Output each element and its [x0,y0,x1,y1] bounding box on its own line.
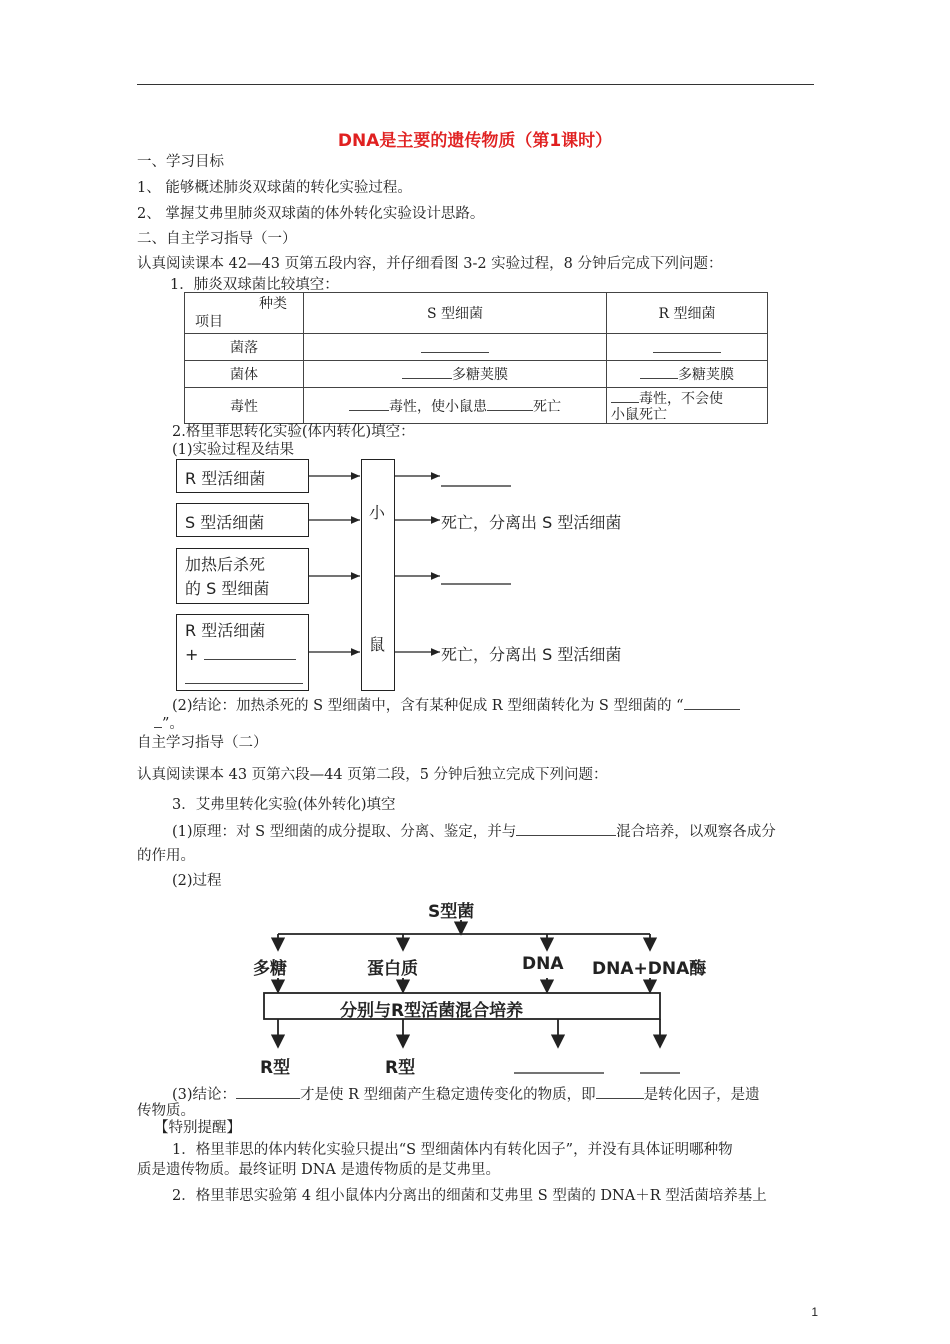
avery-result-2: R型 [385,1058,416,1078]
row-body-s: 多糖荚膜 [304,361,607,388]
box-s-live: S 型活细菌 [176,503,309,537]
avery-polysaccharide: 多糖 [253,959,287,979]
row-body-r: 多糖荚膜 [607,361,768,388]
question-1: 1．肺炎双球菌比较填空： [170,277,339,293]
page-number: 1 [811,1305,818,1319]
instruction-1: 认真阅读课本 42—43 页第五段内容，并仔细看图 3-2 实验过程，8 分钟后完成下列问题： [137,256,723,272]
question-3: 3．艾弗里转化实验(体外转化)填空 [172,797,396,813]
conclusion-1-end: ”。 [154,713,184,734]
row-toxicity-label: 毒性 [185,388,304,424]
avery-protein: 蛋白质 [367,959,418,979]
box-r-plus-heat-killed: R 型活细菌 + [176,614,309,691]
table-header-corner: 种类 项目 [185,293,304,334]
avery-dna: DNA [522,954,564,974]
page-title: DNA是主要的遗传物质（第1课时） [337,131,613,151]
box-r-live: R 型活细菌 [176,459,309,493]
result-4-text: 死亡，分离出 S 型活细菌 [441,645,622,664]
row-toxicity-s: 毒性，使小鼠患 死亡 [304,388,607,424]
tip-heading: 【特别提醒】 [154,1120,241,1136]
mouse-column: 小 鼠 [361,459,395,691]
avery-mix-label: 分别与R型活菌混合培养 [340,1001,524,1021]
tip-1-cont: 质是遗传物质。最终证明 DNA 是遗传物质的是艾弗里。 [137,1162,501,1178]
question-3-process: (2)过程 [172,873,222,889]
goal-1: 1、 能够概述肺炎双球菌的转化实验过程。 [137,180,412,196]
question-3-conclusion: (3)结论： 才是使 R 型细菌产生稳定遗传变化的物质，即 是转化因子，是遗 [172,1084,760,1105]
section-heading-goals: 一、学习目标 [137,154,224,170]
row-body-label: 菌体 [185,361,304,388]
section-heading-guide-1: 二、自主学习指导（一） [137,231,297,247]
goal-2: 2、 掌握艾弗里肺炎双球菌的体外转化实验设计思路。 [137,206,485,222]
section-heading-guide-2: 自主学习指导（二） [137,735,268,751]
tip-1: 1．格里菲思的体内转化实验只提出“S 型细菌体内有转化因子”，并没有具体证明哪种物 [172,1142,733,1158]
conclusion-1: (2)结论：加热杀死的 S 型细菌中，含有某种促成 R 型细菌转化为 S 型细菌的 “ [172,695,740,716]
question-3-conclusion-end: 传物质。 [137,1103,195,1119]
result-2-text: 死亡，分离出 S 型活细菌 [441,513,622,532]
instruction-2: 认真阅读课本 43 页第六段—44 页第二段，5 分钟后独立完成下列问题： [137,767,608,783]
table-header-r: R 型细菌 [607,293,768,334]
row-toxicity-r: 毒性，不会使 小鼠死亡 [607,388,768,424]
question-2: 2.格里菲思转化实验(体内转化)填空： [172,424,415,440]
avery-result-1: R型 [260,1058,291,1078]
avery-dna-dnase: DNA+DNA酶 [592,959,707,979]
avery-top-label: S型菌 [428,902,475,922]
question-2-part-1: (1)实验过程及结果 [172,442,295,458]
tip-2: 2．格里菲思实验第 4 组小鼠体内分离出的细菌和艾弗里 S 型菌的 DNA＋R 型活菌培养基上 [172,1188,767,1204]
question-3-principle-end: 的作用。 [137,848,195,864]
row-colony-label: 菌落 [185,334,304,361]
question-3-principle: (1)原理：对 S 型细菌的成分提取、分离、鉴定，并与 混合培养，以观察各成分 [172,821,776,842]
table-header-s: S 型细菌 [304,293,607,334]
box-s-heat-killed: 加热后杀死 的 S 型细菌 [176,548,309,604]
